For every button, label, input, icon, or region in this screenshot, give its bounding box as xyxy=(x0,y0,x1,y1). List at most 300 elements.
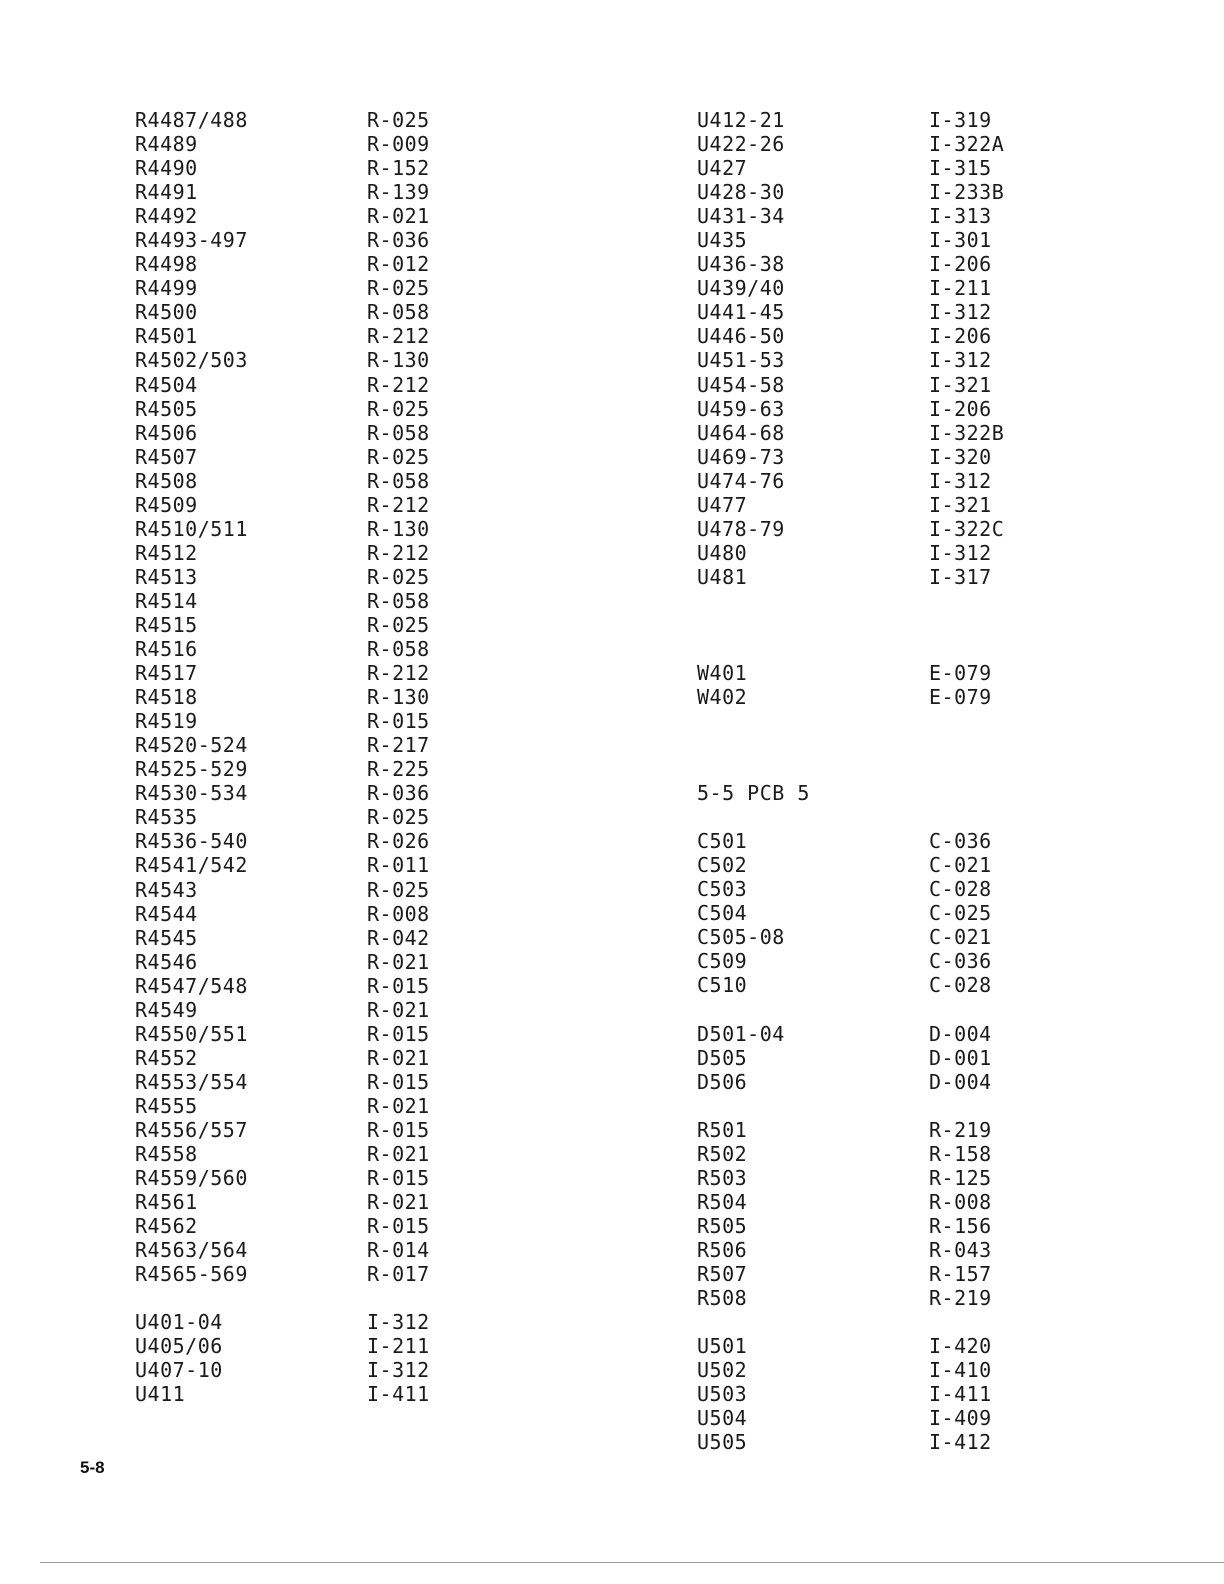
part-reference: R4558 xyxy=(135,1142,198,1167)
part-reference: R4499 xyxy=(135,276,198,301)
part-code: R-219 xyxy=(929,1286,992,1311)
part-code: I-211 xyxy=(929,276,992,301)
part-row xyxy=(135,397,465,421)
part-row xyxy=(135,1262,465,1286)
part-code: D-001 xyxy=(929,1045,992,1070)
part-code: R-042 xyxy=(367,925,430,950)
part-code: I-313 xyxy=(929,204,992,229)
part-reference: D505 xyxy=(697,1045,748,1070)
part-reference: C503 xyxy=(697,877,748,902)
part-row xyxy=(135,589,465,613)
page-number: 5-8 xyxy=(80,1458,105,1477)
part-code: R-139 xyxy=(367,180,430,205)
part-reference: R4508 xyxy=(135,468,198,493)
part-reference: U427 xyxy=(697,156,748,181)
part-row xyxy=(135,902,465,926)
part-code: I-312 xyxy=(929,540,992,565)
part-reference: R4541/542 xyxy=(135,853,248,878)
part-reference: R4543 xyxy=(135,877,198,902)
right-capacitor-group xyxy=(697,829,1037,997)
part-code: R-025 xyxy=(367,564,430,589)
part-row xyxy=(135,469,465,493)
part-code: R-025 xyxy=(367,805,430,830)
part-code: R-015 xyxy=(367,1117,430,1142)
part-row xyxy=(135,1046,465,1070)
part-row xyxy=(135,1382,465,1406)
part-row xyxy=(697,156,1037,180)
part-row xyxy=(697,348,1037,372)
part-row xyxy=(697,1382,1037,1406)
part-code: R-026 xyxy=(367,829,430,854)
part-reference: R4547/548 xyxy=(135,973,248,998)
right-parts-column xyxy=(697,108,1037,1454)
part-code: R-025 xyxy=(367,444,430,469)
part-row xyxy=(697,469,1037,493)
part-reference: U401-04 xyxy=(135,1310,223,1335)
part-code: R-008 xyxy=(367,901,430,926)
part-row xyxy=(135,685,465,709)
part-code: I-206 xyxy=(929,252,992,277)
part-reference: U439/40 xyxy=(697,276,785,301)
part-reference: R4490 xyxy=(135,156,198,181)
part-reference: R506 xyxy=(697,1237,748,1262)
part-code: R-025 xyxy=(367,877,430,902)
part-reference: R501 xyxy=(697,1117,748,1142)
part-reference: R4507 xyxy=(135,444,198,469)
part-row xyxy=(697,228,1037,252)
spacer xyxy=(697,997,1037,1021)
part-reference: R4501 xyxy=(135,324,198,349)
part-reference: R4562 xyxy=(135,1214,198,1239)
part-reference: C502 xyxy=(697,853,748,878)
part-code: I-206 xyxy=(929,396,992,421)
part-row xyxy=(697,493,1037,517)
part-reference: U422-26 xyxy=(697,132,785,157)
part-row xyxy=(697,252,1037,276)
part-code: C-021 xyxy=(929,853,992,878)
part-code: R-058 xyxy=(367,420,430,445)
part-reference: C510 xyxy=(697,973,748,998)
part-row xyxy=(135,132,465,156)
part-row xyxy=(135,757,465,781)
part-code: R-021 xyxy=(367,204,430,229)
part-code: I-410 xyxy=(929,1358,992,1383)
part-code: I-312 xyxy=(367,1310,430,1335)
part-code: I-312 xyxy=(929,348,992,373)
right-ic-group xyxy=(697,108,1037,589)
part-reference: U501 xyxy=(697,1334,748,1359)
spacer xyxy=(135,1286,465,1310)
part-code: I-322B xyxy=(929,420,1005,445)
part-code: R-015 xyxy=(367,1214,430,1239)
part-reference: R4525-529 xyxy=(135,757,248,782)
part-code: R-015 xyxy=(367,973,430,998)
part-code: R-036 xyxy=(367,781,430,806)
part-reference: U431-34 xyxy=(697,204,785,229)
part-reference: U459-63 xyxy=(697,396,785,421)
part-reference: R4565-569 xyxy=(135,1262,248,1287)
part-row xyxy=(135,156,465,180)
part-reference: R4509 xyxy=(135,492,198,517)
part-code: C-036 xyxy=(929,829,992,854)
part-row xyxy=(135,421,465,445)
part-reference: U474-76 xyxy=(697,468,785,493)
right-diode-group xyxy=(697,1022,1037,1094)
part-code: R-021 xyxy=(367,997,430,1022)
part-row xyxy=(697,204,1037,228)
part-code: R-021 xyxy=(367,1142,430,1167)
part-code: R-130 xyxy=(367,348,430,373)
part-row xyxy=(135,1358,465,1382)
part-reference: R4512 xyxy=(135,540,198,565)
part-row xyxy=(697,829,1037,853)
part-code: D-004 xyxy=(929,1021,992,1046)
part-reference: U446-50 xyxy=(697,324,785,349)
part-row xyxy=(697,973,1037,997)
left-ic-group xyxy=(135,1310,465,1406)
part-code: I-301 xyxy=(929,228,992,253)
part-row xyxy=(135,878,465,902)
part-code: R-217 xyxy=(367,733,430,758)
part-row xyxy=(697,901,1037,925)
part-row xyxy=(135,445,465,469)
part-code: I-312 xyxy=(367,1358,430,1383)
part-reference: U505 xyxy=(697,1430,748,1455)
part-reference: U464-68 xyxy=(697,420,785,445)
part-row xyxy=(697,1406,1037,1430)
part-row xyxy=(697,565,1037,589)
part-code: R-212 xyxy=(367,540,430,565)
part-reference: R4492 xyxy=(135,204,198,229)
part-code: I-411 xyxy=(929,1382,992,1407)
part-reference: U477 xyxy=(697,492,748,517)
part-reference: R4549 xyxy=(135,997,198,1022)
part-reference: R4553/554 xyxy=(135,1069,248,1094)
part-row xyxy=(135,1190,465,1214)
part-code: R-058 xyxy=(367,300,430,325)
part-row xyxy=(135,613,465,637)
part-row xyxy=(697,1190,1037,1214)
part-row xyxy=(697,1070,1037,1094)
part-reference: C501 xyxy=(697,829,748,854)
part-row xyxy=(135,1310,465,1334)
part-code: R-015 xyxy=(367,1069,430,1094)
part-row xyxy=(135,348,465,372)
part-code: R-156 xyxy=(929,1213,992,1238)
spacer xyxy=(697,709,1037,781)
part-code: C-021 xyxy=(929,925,992,950)
part-row xyxy=(697,853,1037,877)
part-code: I-322C xyxy=(929,516,1005,541)
part-code: R-157 xyxy=(929,1261,992,1286)
part-row xyxy=(697,1262,1037,1286)
part-code: R-130 xyxy=(367,516,430,541)
part-code: R-014 xyxy=(367,1238,430,1263)
part-row xyxy=(697,1166,1037,1190)
part-code: R-058 xyxy=(367,588,430,613)
part-row xyxy=(135,974,465,998)
part-row xyxy=(697,180,1037,204)
part-reference: C504 xyxy=(697,901,748,926)
part-row xyxy=(697,1286,1037,1310)
part-reference: R4506 xyxy=(135,420,198,445)
part-reference: R503 xyxy=(697,1165,748,1190)
part-row xyxy=(135,204,465,228)
part-reference: W402 xyxy=(697,684,748,709)
part-row xyxy=(135,1166,465,1190)
part-reference: R4513 xyxy=(135,564,198,589)
part-row xyxy=(135,829,465,853)
part-code: R-225 xyxy=(367,757,430,782)
part-reference: R4563/564 xyxy=(135,1238,248,1263)
part-row xyxy=(697,421,1037,445)
part-row xyxy=(697,517,1037,541)
part-code: C-028 xyxy=(929,877,992,902)
part-code: R-036 xyxy=(367,228,430,253)
part-row xyxy=(135,180,465,204)
part-row xyxy=(135,1022,465,1046)
part-row xyxy=(697,1142,1037,1166)
part-reference: U503 xyxy=(697,1382,748,1407)
part-reference: U435 xyxy=(697,228,748,253)
part-code: I-320 xyxy=(929,444,992,469)
part-code: I-211 xyxy=(367,1334,430,1359)
part-row xyxy=(697,925,1037,949)
part-row xyxy=(135,998,465,1022)
part-reference: R4515 xyxy=(135,612,198,637)
part-code: R-043 xyxy=(929,1237,992,1262)
part-row xyxy=(697,877,1037,901)
part-reference: U411 xyxy=(135,1382,186,1407)
part-row xyxy=(135,541,465,565)
part-reference: U504 xyxy=(697,1406,748,1431)
part-reference: R4510/511 xyxy=(135,516,248,541)
part-code: R-015 xyxy=(367,1021,430,1046)
part-reference: R507 xyxy=(697,1261,748,1286)
part-reference: U480 xyxy=(697,540,748,565)
part-code: R-017 xyxy=(367,1262,430,1287)
part-reference: U502 xyxy=(697,1358,748,1383)
part-reference: U407-10 xyxy=(135,1358,223,1383)
part-row xyxy=(135,565,465,589)
part-reference: R4493-497 xyxy=(135,228,248,253)
part-reference: R4561 xyxy=(135,1190,198,1215)
part-reference: R4545 xyxy=(135,925,198,950)
part-code: R-021 xyxy=(367,1093,430,1118)
part-reference: R504 xyxy=(697,1189,748,1214)
part-code: I-315 xyxy=(929,156,992,181)
part-code: R-212 xyxy=(367,324,430,349)
part-row xyxy=(135,1142,465,1166)
part-code: E-079 xyxy=(929,684,992,709)
part-code: C-028 xyxy=(929,973,992,998)
part-code: R-008 xyxy=(929,1189,992,1214)
part-code: R-212 xyxy=(367,661,430,686)
part-code: R-015 xyxy=(367,1166,430,1191)
part-reference: R4489 xyxy=(135,132,198,157)
part-row xyxy=(697,685,1037,709)
part-code: I-412 xyxy=(929,1430,992,1455)
part-reference: U454-58 xyxy=(697,372,785,397)
part-row xyxy=(697,397,1037,421)
part-row xyxy=(697,108,1037,132)
part-reference: R4520-524 xyxy=(135,733,248,758)
part-row xyxy=(135,661,465,685)
part-row xyxy=(135,709,465,733)
part-reference: R4517 xyxy=(135,661,198,686)
part-row xyxy=(697,373,1037,397)
part-row xyxy=(135,1334,465,1358)
part-reference: R4552 xyxy=(135,1045,198,1070)
part-code: I-206 xyxy=(929,324,992,349)
part-row xyxy=(135,733,465,757)
part-code: R-025 xyxy=(367,612,430,637)
part-row xyxy=(135,805,465,829)
part-reference: D506 xyxy=(697,1069,748,1094)
part-reference: R4559/560 xyxy=(135,1166,248,1191)
part-code: R-025 xyxy=(367,276,430,301)
part-code: I-233B xyxy=(929,180,1005,205)
spacer xyxy=(697,589,1037,661)
part-code: I-321 xyxy=(929,492,992,517)
part-reference: R4518 xyxy=(135,685,198,710)
right-wire-group xyxy=(697,661,1037,709)
part-reference: R4514 xyxy=(135,588,198,613)
part-reference: C509 xyxy=(697,949,748,974)
part-reference: R4500 xyxy=(135,300,198,325)
part-reference: R4487/488 xyxy=(135,108,248,132)
part-row xyxy=(697,1430,1037,1454)
part-row xyxy=(697,445,1037,469)
part-row xyxy=(135,300,465,324)
part-row xyxy=(697,300,1037,324)
part-code: R-219 xyxy=(929,1117,992,1142)
part-code: D-004 xyxy=(929,1069,992,1094)
part-row xyxy=(697,1118,1037,1142)
part-reference: U451-53 xyxy=(697,348,785,373)
part-code: I-312 xyxy=(929,468,992,493)
part-row xyxy=(135,950,465,974)
part-row xyxy=(135,781,465,805)
part-reference: R4504 xyxy=(135,372,198,397)
part-row xyxy=(697,1358,1037,1382)
part-reference: W401 xyxy=(697,660,748,685)
part-code: R-025 xyxy=(367,108,430,132)
part-reference: U412-21 xyxy=(697,108,785,132)
part-row xyxy=(135,853,465,877)
part-code: R-158 xyxy=(929,1141,992,1166)
part-reference: C505-08 xyxy=(697,925,785,950)
part-reference: R4535 xyxy=(135,805,198,830)
part-code: R-025 xyxy=(367,396,430,421)
part-reference: R508 xyxy=(697,1286,748,1311)
part-reference: R505 xyxy=(697,1213,748,1238)
part-code: R-012 xyxy=(367,252,430,277)
part-row xyxy=(135,373,465,397)
part-row xyxy=(135,228,465,252)
part-reference: R4544 xyxy=(135,901,198,926)
part-reference: D501-04 xyxy=(697,1021,785,1046)
part-row xyxy=(135,1238,465,1262)
part-reference: R4530-534 xyxy=(135,781,248,806)
part-code: I-420 xyxy=(929,1334,992,1359)
part-reference: R4550/551 xyxy=(135,1021,248,1046)
part-code: R-021 xyxy=(367,1190,430,1215)
part-row xyxy=(135,926,465,950)
part-reference: R4546 xyxy=(135,949,198,974)
part-row xyxy=(135,108,465,132)
part-reference: R4502/503 xyxy=(135,348,248,373)
part-code: C-025 xyxy=(929,901,992,926)
part-code: I-319 xyxy=(929,108,992,132)
part-code: I-409 xyxy=(929,1406,992,1431)
part-row xyxy=(697,276,1037,300)
part-reference: R4555 xyxy=(135,1093,198,1118)
part-row xyxy=(135,252,465,276)
part-reference: R4516 xyxy=(135,637,198,662)
part-code: E-079 xyxy=(929,660,992,685)
part-row xyxy=(697,1214,1037,1238)
part-row xyxy=(135,324,465,348)
part-row xyxy=(697,1046,1037,1070)
part-code: R-015 xyxy=(367,709,430,734)
part-reference: R4505 xyxy=(135,396,198,421)
part-row xyxy=(135,1070,465,1094)
right-ic5-group xyxy=(697,1334,1037,1454)
part-code: R-212 xyxy=(367,492,430,517)
part-code: R-125 xyxy=(929,1165,992,1190)
part-reference: U469-73 xyxy=(697,444,785,469)
part-reference: R502 xyxy=(697,1141,748,1166)
part-reference: U405/06 xyxy=(135,1334,223,1359)
part-code: C-036 xyxy=(929,949,992,974)
part-reference: R4498 xyxy=(135,252,198,277)
part-row xyxy=(697,1022,1037,1046)
part-reference: U441-45 xyxy=(697,300,785,325)
part-row xyxy=(135,1094,465,1118)
part-row xyxy=(135,493,465,517)
part-row xyxy=(135,276,465,300)
part-code: I-312 xyxy=(929,300,992,325)
part-code: I-411 xyxy=(367,1382,430,1407)
part-row xyxy=(697,132,1037,156)
left-parts-column xyxy=(135,108,465,1407)
part-reference: R4556/557 xyxy=(135,1117,248,1142)
part-code: I-322A xyxy=(929,132,1005,157)
part-reference: U436-38 xyxy=(697,252,785,277)
part-code: I-321 xyxy=(929,372,992,397)
spacer xyxy=(697,805,1037,829)
part-code: R-212 xyxy=(367,372,430,397)
part-code: R-058 xyxy=(367,637,430,662)
part-code: R-130 xyxy=(367,685,430,710)
part-row xyxy=(697,949,1037,973)
section-heading: 5-5 PCB 5 xyxy=(697,781,810,806)
part-reference: R4519 xyxy=(135,709,198,734)
part-code: R-152 xyxy=(367,156,430,181)
part-reference: U481 xyxy=(697,564,748,589)
part-row xyxy=(135,1214,465,1238)
part-reference: R4491 xyxy=(135,180,198,205)
part-row xyxy=(697,324,1037,348)
part-row xyxy=(697,1238,1037,1262)
part-code: R-009 xyxy=(367,132,430,157)
part-reference: R4536-540 xyxy=(135,829,248,854)
part-code: R-058 xyxy=(367,468,430,493)
part-code: R-021 xyxy=(367,1045,430,1070)
right-resistor-group xyxy=(697,1118,1037,1310)
spacer xyxy=(697,1094,1037,1118)
